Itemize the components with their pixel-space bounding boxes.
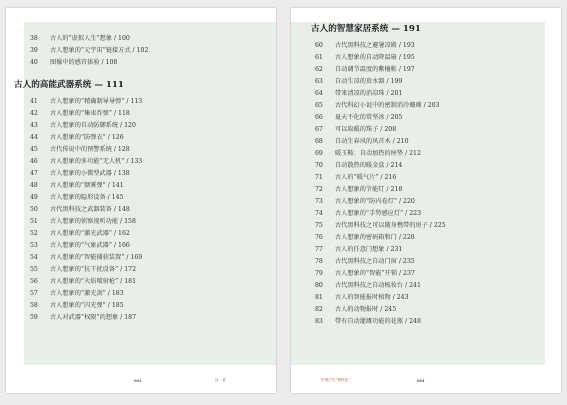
toc-entry-number: 44	[30, 134, 38, 141]
toc-entry-title: 自动调节温度的紫檀帐 / 197	[335, 66, 415, 73]
toc-entry-title: 古人想象的“元宇宙”链接方式 / 102	[50, 47, 149, 54]
toc-entry-number: 58	[30, 302, 38, 309]
toc-entry-number: 65	[315, 102, 323, 109]
toc-entry-title: 古代黑科技之武器装备 / 148	[50, 206, 130, 213]
toc-entry[interactable]	[30, 252, 276, 264]
toc-entry-number: 70	[315, 162, 323, 169]
toc-entry-number: 74	[315, 210, 323, 217]
toc-entry-title: 古人想象的“防内卷灯” / 220	[335, 198, 415, 205]
toc-entry-title: 古人对武器“权限”的想象 / 187	[50, 314, 137, 321]
toc-entry-number: 53	[30, 242, 38, 249]
toc-entry[interactable]	[315, 88, 561, 100]
toc-entry-number: 59	[30, 314, 38, 321]
toc-entry[interactable]	[315, 244, 561, 256]
toc-entry[interactable]	[30, 264, 276, 276]
toc-entry-number: 80	[315, 282, 323, 289]
toc-entry-number: 52	[30, 230, 38, 237]
toc-entry[interactable]	[315, 184, 561, 196]
right-footer-label: 中国古代“黑科技”	[321, 378, 350, 382]
toc-entry-title: 自动散热的暖金盒 / 214	[335, 162, 403, 169]
toc-entry-number: 81	[315, 294, 323, 301]
toc-entry[interactable]	[30, 300, 276, 312]
toc-entry-title: 古人想象的“智能捕获装置” / 169	[50, 254, 143, 261]
right-page	[291, 8, 561, 393]
toc-entry-number: 75	[315, 222, 323, 229]
toc-entry[interactable]	[30, 33, 276, 45]
toc-entry[interactable]	[30, 180, 276, 192]
toc-entry-title: 自动生凉的贵水器 / 199	[335, 78, 403, 85]
toc-entry-number: 56	[30, 278, 38, 285]
toc-entry[interactable]	[315, 112, 561, 124]
toc-entry[interactable]	[30, 228, 276, 240]
toc-entry-title: 古人的“虚拟人生”想象 / 100	[50, 35, 130, 42]
toc-entry-number: 48	[30, 182, 38, 189]
toc-entry-title: 古人想象的“集束炸弹” / 118	[50, 110, 130, 117]
toc-entry-title: 古人想象的“抗干扰设备” / 172	[50, 266, 137, 273]
toc-entry-title: 带来清凉的消凉珠 / 201	[335, 90, 403, 97]
toc-entry[interactable]	[30, 240, 276, 252]
toc-entry-title: 古人想象的“闪光弹” / 185	[50, 302, 124, 309]
toc-entry-number: 66	[315, 114, 323, 121]
toc-entry-number: 62	[315, 66, 323, 73]
toc-entry[interactable]	[30, 204, 276, 216]
toc-entry[interactable]	[315, 232, 561, 244]
toc-entry-number: 78	[315, 258, 323, 265]
toc-entry[interactable]	[315, 172, 561, 184]
toc-entry-title: 古人想象的节能灯 / 218	[335, 186, 403, 193]
right-toc	[291, 8, 561, 328]
toc-entry-number: 77	[315, 246, 323, 253]
toc-entry[interactable]	[30, 216, 276, 228]
toc-entry-title: 古代黑科技之自动门窗 / 235	[335, 258, 415, 265]
toc-entry-number: 69	[315, 150, 323, 157]
toc-entry-number: 64	[315, 90, 323, 97]
toc-entry-number: 57	[30, 290, 38, 297]
toc-entry[interactable]	[30, 96, 276, 108]
toc-entry[interactable]	[315, 52, 561, 64]
toc-entry[interactable]	[315, 268, 561, 280]
toc-entry[interactable]	[30, 168, 276, 180]
toc-entry[interactable]	[30, 156, 276, 168]
toc-entry-title: 可以取暖的珠子 / 208	[335, 126, 397, 133]
toc-entry-title: 古人想象的侦察视听功能 / 158	[50, 218, 136, 225]
toc-entry-number: 49	[30, 194, 38, 201]
toc-entry-number: 47	[30, 170, 38, 177]
toc-entry-title: 古人想象的“智能”开锁 / 237	[335, 270, 415, 277]
toc-entry-title: 古代黑科技之自动梳妆台 / 241	[335, 282, 421, 289]
toc-entry-title: 古人想象的密码箱和门 / 228	[335, 234, 415, 241]
toc-entry-number: 82	[315, 306, 323, 313]
toc-entry[interactable]	[315, 136, 561, 148]
toc-entry[interactable]	[30, 192, 276, 204]
toc-entry-number: 60	[315, 42, 323, 49]
toc-entry[interactable]	[30, 144, 276, 156]
toc-entry[interactable]	[30, 276, 276, 288]
toc-entry-title: 夏天不化的常坚冰 / 205	[335, 114, 403, 121]
left-page	[6, 8, 276, 393]
toc-entry-number: 76	[315, 234, 323, 241]
toc-entry[interactable]	[315, 280, 561, 292]
toc-entry-title: 古人想象的多功能“无人机” / 133	[50, 158, 143, 165]
toc-entry-number: 55	[30, 266, 38, 273]
toc-entry-title: 古人想象的自动防御系统 / 120	[50, 122, 136, 129]
toc-entry-title: 古人想象的隐形设备 / 145	[50, 194, 124, 201]
toc-entry-number: 43	[30, 122, 38, 129]
section-title-weapons[interactable]: 古人的高能武器系统 — 111	[14, 80, 124, 90]
toc-entry[interactable]	[30, 312, 276, 324]
toc-entry-number: 51	[30, 218, 38, 225]
toc-entry[interactable]	[315, 220, 561, 232]
toc-entry[interactable]	[315, 124, 561, 136]
toc-entry-title: 古人想象的“气象武器” / 166	[50, 242, 130, 249]
toc-entry[interactable]	[30, 120, 276, 132]
toc-entry[interactable]	[315, 76, 561, 88]
toc-entry-title: 古代传说中的预警系统 / 128	[50, 146, 130, 153]
toc-entry-title: 古人想象的“烟雾弹” / 141	[50, 182, 124, 189]
toc-entry-title: 古人想象的“防弹衣” / 126	[50, 134, 124, 141]
toc-entry[interactable]	[30, 288, 276, 300]
toc-entry-number: 39	[30, 47, 38, 54]
toc-entry-title: 古人的智能报时植物 / 243	[335, 294, 409, 301]
right-page-number: 004	[417, 379, 425, 383]
toc-entry-title: 古代科幻小说中的密制消冷珊瑚 / 203	[335, 102, 440, 109]
toc-entry[interactable]	[315, 256, 561, 268]
toc-entry-title: 古人的任意门想象 / 231	[335, 246, 403, 253]
toc-entry-number: 46	[30, 158, 38, 165]
toc-entry-title: 带有自动灌溉功能的花瓶 / 248	[335, 318, 421, 325]
toc-entry-number: 71	[315, 174, 323, 181]
toc-entry[interactable]	[315, 292, 561, 304]
toc-entry-title: 图像中的感官体验 / 108	[50, 59, 118, 66]
toc-entry-title: 自动生春风的风首木 / 210	[335, 138, 409, 145]
toc-entry-number: 72	[315, 186, 323, 193]
toc-entry-number: 42	[30, 110, 38, 117]
toc-entry-title: 古人想象的“激光剑” / 183	[50, 290, 124, 297]
toc-entry-title: 古代黑科技之避暑凉殿 / 193	[335, 42, 415, 49]
toc-entry-number: 63	[315, 78, 323, 85]
toc-entry-number: 73	[315, 198, 323, 205]
toc-entry-number: 79	[315, 270, 323, 277]
toc-entry-number: 83	[315, 318, 323, 325]
toc-entry[interactable]	[315, 40, 561, 52]
toc-entry-title: 暖玉鞍：自动加热的座垫 / 212	[335, 150, 421, 157]
left-toc	[6, 8, 276, 324]
toc-entry-title: 古人的动物报时 / 245	[335, 306, 397, 313]
toc-entry-title: 古人想象的“手势感应灯” / 223	[335, 210, 422, 217]
toc-entry-number: 40	[30, 59, 38, 66]
toc-entry[interactable]	[315, 208, 561, 220]
toc-entry-number: 50	[30, 206, 38, 213]
toc-entry[interactable]	[315, 304, 561, 316]
toc-entry-title: 古人想象的自动降温扇 / 195	[335, 54, 415, 61]
toc-entry[interactable]	[30, 57, 276, 69]
toc-entry-number: 41	[30, 98, 38, 105]
toc-entry[interactable]	[315, 64, 561, 76]
toc-entry-title: 古人想象的“火焰喷射枪” / 181	[50, 278, 137, 285]
toc-entry-number: 45	[30, 146, 38, 153]
toc-entry[interactable]	[315, 316, 561, 328]
toc-entry[interactable]	[315, 160, 561, 172]
toc-entry[interactable]	[315, 100, 561, 112]
toc-entry[interactable]	[30, 132, 276, 144]
toc-entry[interactable]	[30, 108, 276, 120]
left-page-number: 003	[134, 379, 142, 383]
section-title-smart-home[interactable]: 古人的智慧家居系统 — 191	[311, 24, 421, 34]
toc-entry-title: 古代黑科技之可以随身携带的房子 / 225	[335, 222, 446, 229]
toc-entry-number: 61	[315, 54, 323, 61]
toc-entry-number: 68	[315, 138, 323, 145]
toc-entry-number: 54	[30, 254, 38, 261]
toc-entry-title: 古人想象的“激光武器” / 162	[50, 230, 130, 237]
toc-entry[interactable]	[30, 45, 276, 57]
toc-entry-title: 古人想象的小微型武器 / 138	[50, 170, 130, 177]
toc-entry-number: 38	[30, 35, 38, 42]
toc-entry[interactable]	[315, 148, 561, 160]
toc-entry-number: 67	[315, 126, 323, 133]
toc-entry-title: 古人的“暖气片” / 216	[335, 174, 397, 181]
toc-entry[interactable]	[315, 196, 561, 208]
left-footer-label: 目 录	[215, 378, 226, 382]
toc-entry-title: 古人想象的“精确制导导弹” / 113	[50, 98, 143, 105]
